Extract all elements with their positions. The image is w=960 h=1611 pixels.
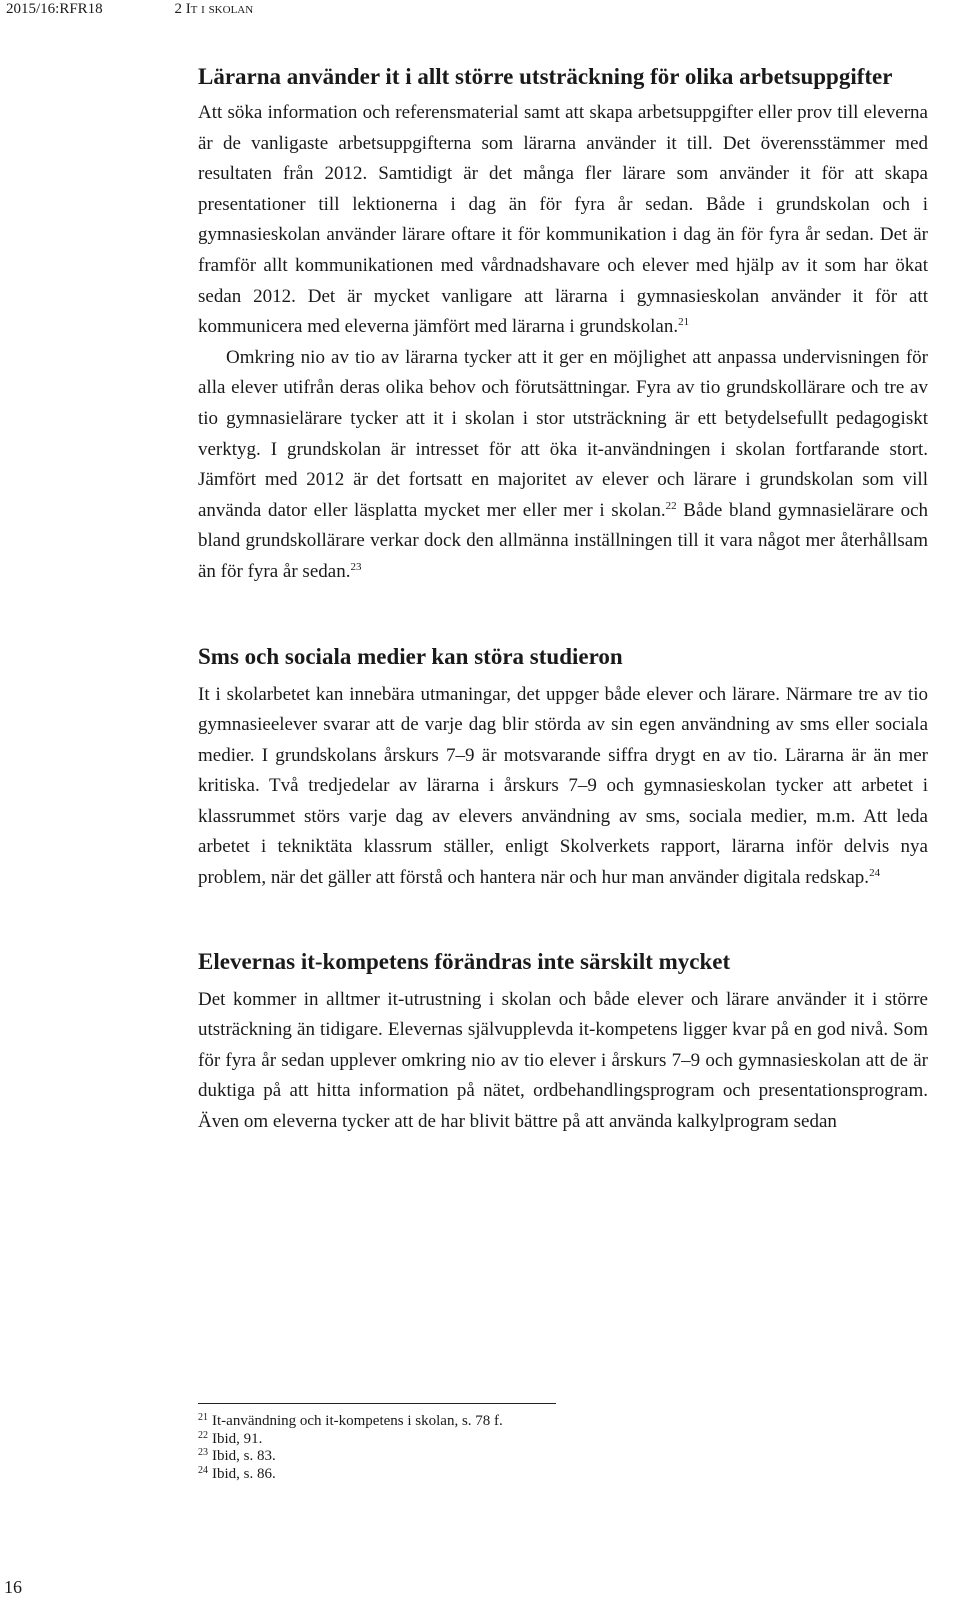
chapter-number: 2 [174, 1, 182, 17]
footnotes [198, 1413, 928, 1483]
footnote-ref: 24 [869, 867, 881, 880]
footnote [198, 1413, 928, 1431]
paragraph-text: Både bland gymnasielärare och bland grundskollärare verkar dock den allmänna inställningen till it vara något mer återhållsam än för fyra år sedan. [198, 499, 928, 582]
chapter-title: It i skolan [185, 1, 254, 17]
paragraph [198, 985, 928, 1138]
running-head [6, 0, 253, 18]
footnote-number: 24 [198, 1464, 208, 1476]
paragraph-text: Att söka information och referensmaterial samt att skapa arbetsuppgifter eller prov till eleverna är de vanligaste arbetsuppgifterna som lärarna använder it till. Det överensstämmer med resultaten från 2012. Samtidigt är det många fler lärare som använder it för att skapa presentationer till lektionerna i dag än för fyra år sedan. Både i grundskolan och i gymnasieskolan använder lärare oftare it för kommunikation i dag än för fyra år sedan. Det är framför allt kommunikationen med vårdnadshavare och elever med hjälp av it som har ökat sedan 2012. Det är mycket vanligare att lärarna i gymnasieskolan använder it för att kommunicera med eleverna jämfört med lärarna i grundskolan. [198, 102, 928, 338]
footnote-ref: 23 [350, 560, 362, 573]
footnote-text: Ibid, s. 86. [212, 1465, 276, 1482]
section-sms-social-media [198, 642, 928, 894]
footnote [198, 1466, 928, 1484]
paragraph [198, 98, 928, 343]
paragraph-text: It i skolarbetet kan innebära utmaningar, det uppger både elever och lärare. Närmare tre av tio gymnasieelever svarar att de varje dag blir störda av sin egen användning av sms eller sociala medier. I grundskolans årskurs 7–9 är motsvarande siffra drygt en av tio. Lärarna är än mer kritiska. Två tredjedelar av lärarna i årskurs 7–9 och gymnasieskolan tycker att arbetet i klassrummet störs varje dag av elevers användning av sms, sociala medier, m.m. Att leda arbetet i tekniktäta klassrum ställer, enligt Skolverkets rapport, lärarna inför delvis nya problem, när det gäller att förstå och hantera när och hur man använder digitala redskap. [198, 683, 928, 889]
footnote [198, 1448, 928, 1466]
footnote-text: Ibid, 91. [212, 1430, 263, 1447]
chapter-label [174, 0, 253, 18]
page-body [198, 62, 928, 1138]
footnote-number: 22 [198, 1429, 208, 1441]
section-heading: Lärarna använder it i allt större utsträckning för olika arbetsuppgifter [198, 64, 893, 89]
paragraph [198, 343, 928, 588]
paragraph-text: Omkring nio av tio av lärarna tycker att it ger en möjlighet att anpassa undervisningen för alla elever utifrån deras olika behov och förutsättningar. Fyra av tio grundskollärare och tre av tio gymnasielärare tycker att it i skolan i stor utsträckning är ett betydelsefullt pedagogiskt verktyg. I grundskolan är intresset för att öka it-användningen i skolan fortfarande stort. Jämfört med 2012 är det fortsatt en majoritet av elever och lärare i grundskolan som vill använda dator eller läsplatta mycket mer eller mer i skolan. [198, 346, 928, 521]
footnote-ref: 22 [665, 499, 677, 512]
section-student-competence [198, 947, 928, 1138]
footnote-divider [198, 1403, 556, 1404]
footnote-text: Ibid, s. 83. [212, 1448, 276, 1464]
section-heading: Elevernas it-kompetens förändras inte särskilt mycket [198, 948, 731, 974]
footnote [198, 1431, 928, 1449]
paragraph [198, 680, 928, 894]
document-id: 2015/16:RFR18 [6, 1, 103, 17]
footnote-number: 23 [198, 1447, 208, 1458]
footnote-number: 21 [198, 1412, 208, 1423]
section-heading: Sms och sociala medier kan störa studieron [198, 643, 623, 669]
page-number: 16 [4, 1577, 22, 1597]
footnote-ref: 21 [678, 316, 690, 329]
section-teachers-use [198, 62, 928, 588]
paragraph-text: Det kommer in alltmer it-utrustning i skolan och både elever och lärare använder it i större utsträckning än tidigare. Elevernas självupplevda it-kompetens ligger kvar på en god nivå. Som för fyra år sedan upplever omkring nio av tio elever i årskurs 7–9 och gymnasieskolan att de är duktiga på att hitta information på nätet, ordbehandlingsprogram och presentationsprogram. Även om eleverna tycker att de har blivit bättre på att använda kalkylprogram sedan [198, 988, 928, 1133]
footnote-text: It-användning och it-kompetens i skolan, s. 78 f. [212, 1413, 503, 1429]
